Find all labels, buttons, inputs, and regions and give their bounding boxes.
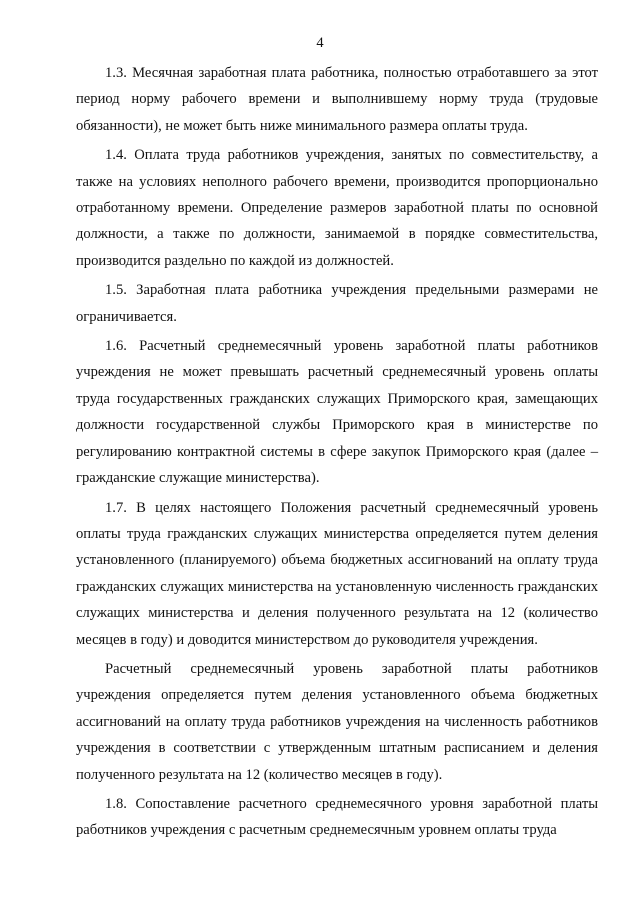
paragraph-1-4: 1.4. Оплата труда работников учреждения, занятых по совместительству, а также на условиях неполного рабочего времени, производится пропорционально отработанному времени. Определение размеров заработной платы по основной должности, а также по должности, занимаемой в порядке совместительства, производится раздельно по каждой из должностей. [76, 147, 598, 269]
paragraph-1-8: 1.8. Сопоставление расчетного среднемесячного уровня заработной платы работников учреждения с расчетным среднемесячным уровнем оплаты труда [76, 795, 598, 839]
document-body [76, 60, 598, 847]
page-number: 4 [316, 35, 324, 51]
paragraph-1-6: 1.6. Расчетный среднемесячный уровень заработной платы работников учреждения не может превышать расчетный среднемесячный уровень оплаты труда государственных гражданских служащих Приморского края, замещающих должности государственной службы Приморского края в министерстве по регулированию контрактной системы в сфере закупок Приморского края (далее – гражданские служащие министерства). [76, 338, 598, 487]
paragraph-salary-level: Расчетный среднемесячный уровень заработной платы работников учреждения определяется путем деления установленного объема бюджетных ассигнований на оплату труда работников учреждения на численность работников учреждения в соответствии с утвержденным штатным расписанием и деления полученного результата на 12 (количество месяцев в году). [76, 660, 598, 783]
paragraph-1-3: 1.3. Месячная заработная плата работника, полностью отработавшего за этот период норму рабочего времени и выполнившему норму труда (трудовые обязанности), не может быть ниже минимального размера оплаты труда. [76, 65, 598, 134]
paragraph-1-7: 1.7. В целях настоящего Положения расчетный среднемесячный уровень оплаты труда гражданских служащих министерства определяется путем деления установленного (планируемого) объема бюджетных ассигнований на оплату труда гражданских служащих министерства на установленную численность гражданских служащих министерства и деления полученного результата на 12 (количество месяцев в году) и доводится министерством до руководителя учреждения. [76, 499, 598, 648]
paragraph-1-5: 1.5. Заработная плата работника учреждения предельными размерами не ограничивается. [76, 282, 598, 325]
